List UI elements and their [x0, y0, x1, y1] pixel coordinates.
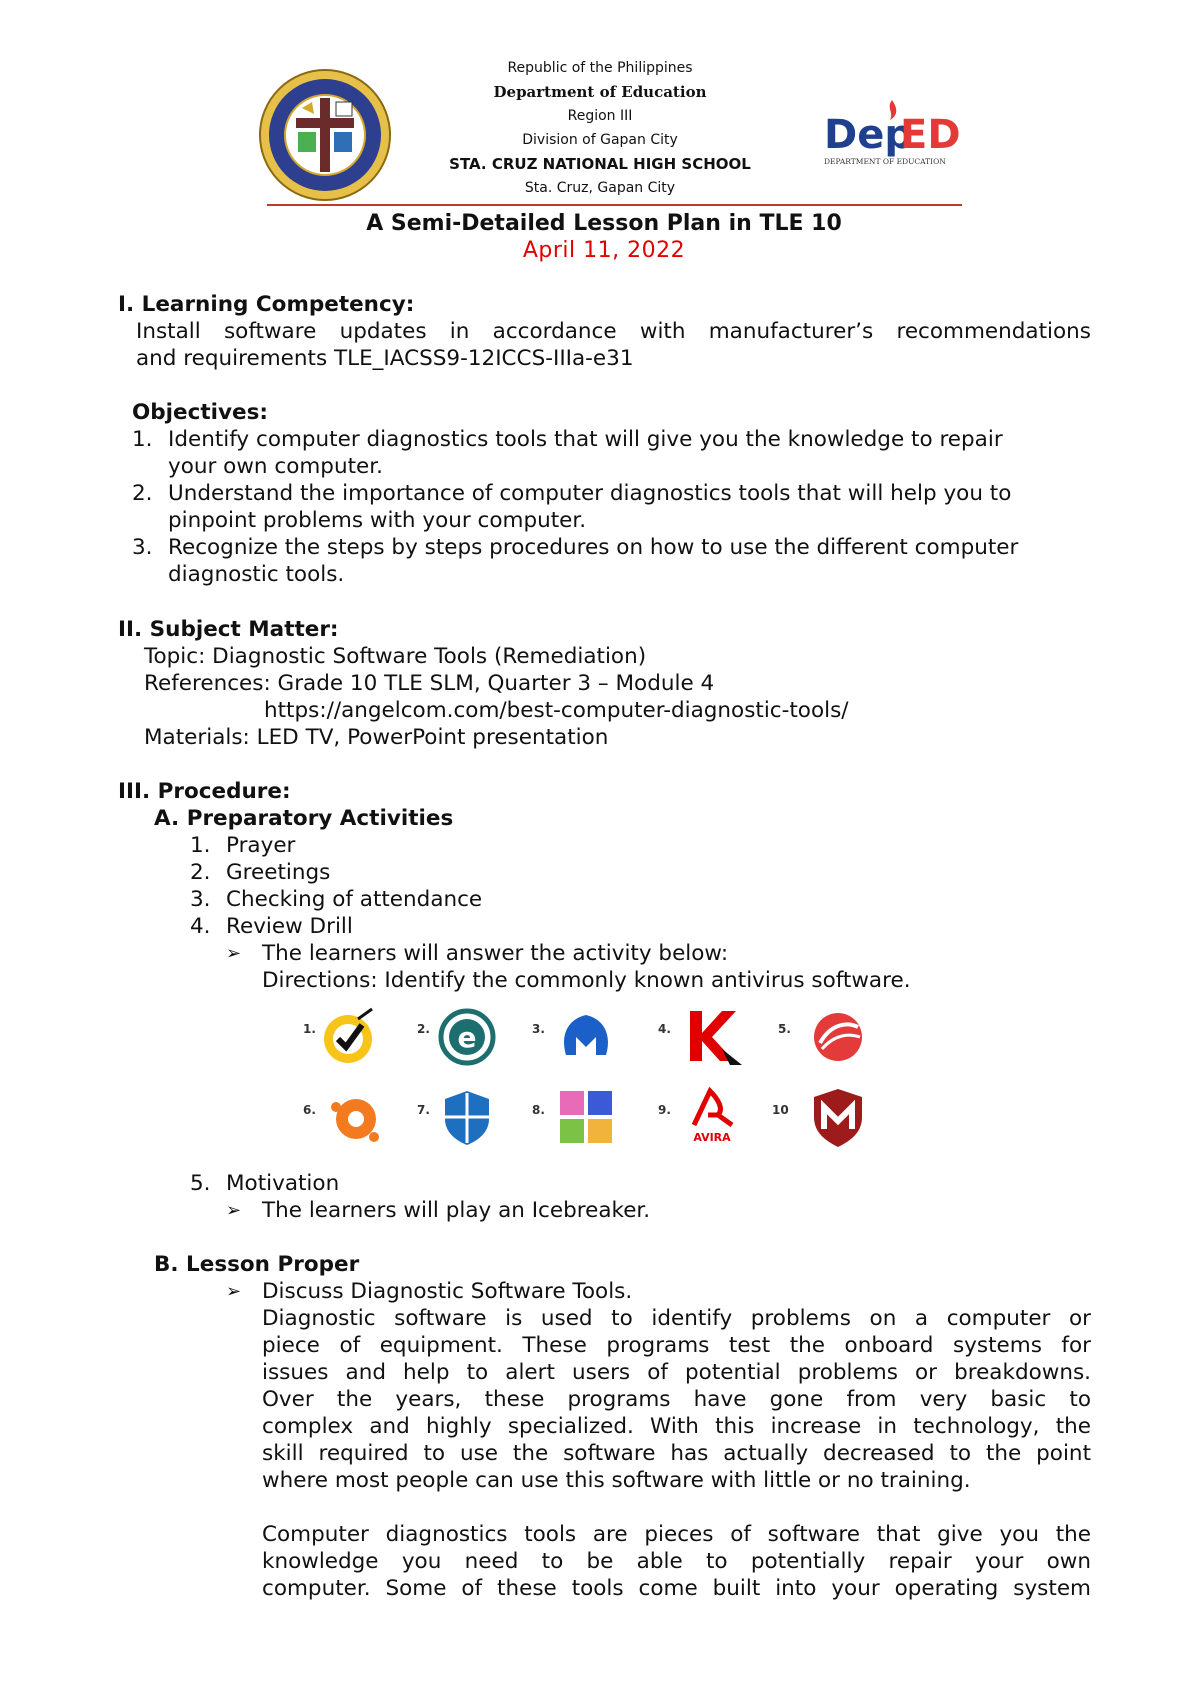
objective-1-number: 1. — [132, 427, 153, 452]
paragraph-1-line-2: piece of equipment. These programs test the onboard systems for — [262, 1333, 1091, 1358]
avast-icon — [322, 1085, 386, 1149]
eset-antivirus-icon — [435, 1005, 499, 1069]
letterhead — [420, 56, 780, 200]
step-1-number: 1. — [190, 833, 211, 858]
lesson-date: April 11, 2022 — [522, 238, 686, 263]
objective-3-number: 3. — [132, 535, 153, 560]
paragraph-2-line-3: computer. Some of these tools come built into your operating system — [262, 1576, 1091, 1601]
paragraph-1-line-1: Diagnostic software is used to identify problems on a computer or — [262, 1306, 1091, 1331]
antivirus-number-3: 3. — [532, 1022, 545, 1036]
step-3-label: Checking of attendance — [226, 887, 483, 912]
objective-2-line-1: Understand the importance of computer diagnostics tools that will help you to — [168, 481, 1012, 506]
motivation-instruction: The learners will play an Icebreaker. — [262, 1198, 651, 1223]
paragraph-1-line-4: Over the years, these programs have gone from very basic to — [262, 1387, 1091, 1412]
competency-line-1: Install software updates in accordance with manufacturer’s recommendations — [136, 319, 1091, 344]
step-3-number: 3. — [190, 887, 211, 912]
preparatory-heading: A. Preparatory Activities — [154, 806, 454, 831]
lesson-proper-heading: B. Lesson Proper — [154, 1252, 360, 1277]
windows-defender-icon — [435, 1085, 499, 1149]
mcafee-icon — [806, 1085, 870, 1149]
step-2-label: Greetings — [226, 860, 331, 885]
paragraph-1-line-5: complex and highly specialized. With this increase in technology, the — [262, 1414, 1091, 1439]
review-instruction: The learners will answer the activity below: — [262, 941, 729, 966]
subject-materials: Materials: LED TV, PowerPoint presentation — [144, 725, 609, 750]
svg-text:ED: ED — [900, 112, 961, 158]
objectives-heading: Objectives: — [132, 400, 269, 425]
svg-text:DEPARTMENT OF EDUCATION: DEPARTMENT OF EDUCATION — [824, 157, 946, 166]
paragraph-1-line-3: issues and help to alert users of potential problems or breakdowns. — [262, 1360, 1091, 1385]
step-4-number: 4. — [190, 914, 211, 939]
antivirus-number-8: 8. — [532, 1103, 545, 1117]
bitdefender-swirl-icon — [806, 1005, 870, 1069]
svg-text:Dep: Dep — [824, 112, 913, 158]
arrow-bullet-icon: ➢ — [226, 943, 242, 964]
avira-icon — [682, 1085, 746, 1149]
antivirus-number-7: 7. — [417, 1103, 430, 1117]
step-4-label: Review Drill — [226, 914, 353, 939]
competency-heading: I. Learning Competency: — [118, 292, 415, 317]
division-line: Division of Gapan City — [522, 132, 678, 148]
step-2-number: 2. — [190, 860, 211, 885]
lesson-bullet: Discuss Diagnostic Software Tools. — [262, 1279, 633, 1304]
procedure-heading: III. Procedure: — [118, 779, 291, 804]
norton-antivirus-icon — [318, 1005, 382, 1069]
objective-2-number: 2. — [132, 481, 153, 506]
school-name: STA. CRUZ NATIONAL HIGH SCHOOL — [449, 155, 751, 173]
kaspersky-icon — [682, 1005, 746, 1069]
colored-squares-antivirus-icon — [554, 1085, 618, 1149]
region-line: Region III — [567, 108, 633, 124]
step-1-label: Prayer — [226, 833, 296, 858]
paragraph-1-line-6: skill required to use the software has actually decreased to the point — [262, 1441, 1091, 1466]
subject-heading: II. Subject Matter: — [118, 617, 339, 642]
paragraph-2-line-2: knowledge you need to be able to potentially repair your own — [262, 1549, 1091, 1574]
deped-logo — [822, 96, 982, 180]
school-seal-logo — [258, 68, 392, 202]
antivirus-number-6: 6. — [303, 1103, 316, 1117]
objective-1-line-1: Identify computer diagnostics tools that will give you the knowledge to repair — [168, 427, 1003, 452]
paragraph-1-line-7: where most people can use this software with little or no training. — [262, 1468, 971, 1493]
reference-url: https://angelcom.com/best-computer-diagnostic-tools/ — [264, 698, 849, 723]
antivirus-number-4: 4. — [658, 1022, 671, 1036]
step-5-number: 5. — [190, 1171, 211, 1196]
svg-text:e: e — [457, 1021, 477, 1054]
antivirus-number-10: 10 — [772, 1103, 789, 1117]
objective-1-line-2: your own computer. — [168, 454, 383, 479]
antivirus-number-1: 1. — [303, 1022, 316, 1036]
subject-references: References: Grade 10 TLE SLM, Quarter 3 – Module 4 — [144, 671, 715, 696]
competency-line-2: and requirements TLE_IACSS9-12ICCS-IIIa-e31 — [136, 346, 634, 371]
department-line: Department of Education — [493, 83, 707, 101]
review-directions: Directions: Identify the commonly known antivirus software. — [262, 968, 911, 993]
svg-text:AVIRA: AVIRA — [693, 1131, 731, 1144]
objective-3-line-1: Recognize the steps by steps procedures on how to use the different computer — [168, 535, 1019, 560]
objective-3-line-2: diagnostic tools. — [168, 562, 345, 587]
arrow-bullet-icon: ➢ — [226, 1281, 242, 1302]
republic-line: Republic of the Philippines — [507, 60, 693, 76]
document-title: A Semi-Detailed Lesson Plan in TLE 10 — [366, 211, 842, 236]
malwarebytes-icon — [554, 1005, 618, 1069]
antivirus-number-2: 2. — [417, 1022, 430, 1036]
step-5-label: Motivation — [226, 1171, 340, 1196]
objective-2-line-2: pinpoint problems with your computer. — [168, 508, 587, 533]
subject-topic: Topic: Diagnostic Software Tools (Remediation) — [144, 644, 647, 669]
antivirus-number-9: 9. — [658, 1103, 671, 1117]
antivirus-number-5: 5. — [778, 1022, 791, 1036]
arrow-bullet-icon: ➢ — [226, 1200, 242, 1221]
school-address: Sta. Cruz, Gapan City — [524, 180, 676, 196]
paragraph-2-line-1: Computer diagnostics tools are pieces of software that give you the — [262, 1522, 1091, 1547]
header-divider — [267, 204, 962, 206]
